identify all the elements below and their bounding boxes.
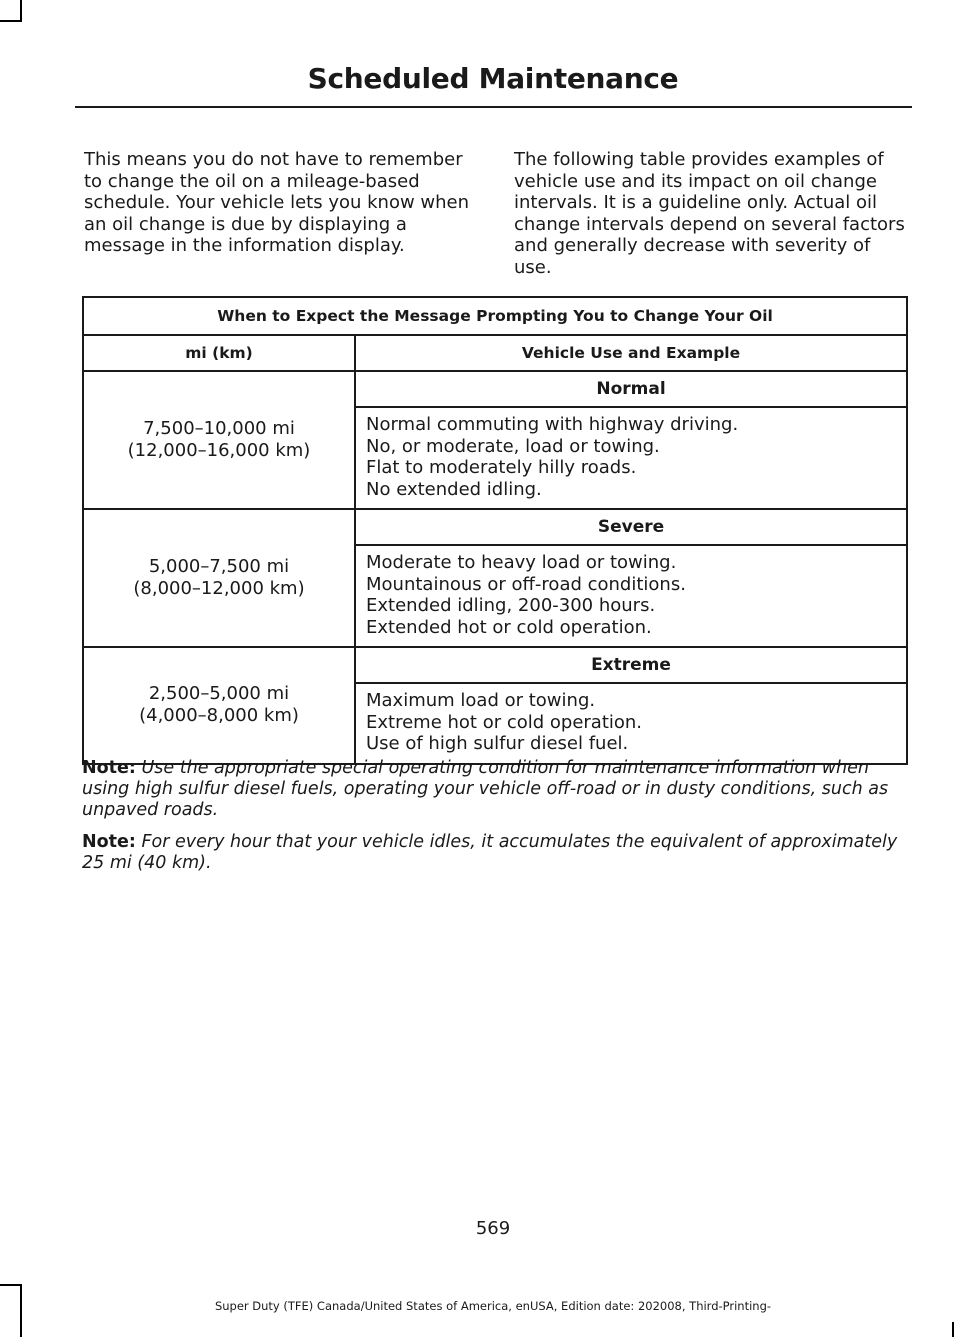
example-item: Maximum load or towing.: [366, 690, 596, 711]
note-label: Note:: [82, 758, 136, 778]
interval-normal: [83, 371, 355, 509]
note-label: Note:: [82, 832, 136, 852]
example-item: Extended idling, 200-300 hours.: [366, 595, 656, 616]
category-extreme: Extreme: [355, 647, 907, 683]
notes-section: [82, 758, 910, 885]
note-text: For every hour that your vehicle idles, it accumulates the equivalent of approximately 25 mi (40 km).: [82, 832, 898, 873]
crop-mark: [0, 1284, 22, 1286]
header-divider: [75, 106, 912, 108]
examples-severe: [355, 545, 907, 647]
example-item: Use of high sulfur diesel fuel.: [366, 733, 629, 754]
examples-normal: [355, 407, 907, 509]
example-item: Mountainous or off-road conditions.: [366, 573, 686, 595]
example-item: Extreme hot or cold operation.: [366, 711, 643, 733]
column-header-range: mi (km): [83, 335, 355, 371]
note-paragraph: [82, 758, 910, 821]
page-title: Scheduled Maintenance: [307, 62, 679, 95]
example-item: No extended idling.: [366, 478, 542, 500]
category-normal: Normal: [355, 371, 907, 407]
crop-mark: [952, 1322, 954, 1337]
interval-severe: [83, 509, 355, 647]
example-item: No, or moderate, load or towing.: [366, 435, 660, 457]
page-number: 569: [475, 1218, 511, 1239]
example-item: Moderate to heavy load or towing.: [366, 552, 677, 573]
example-item: Extended hot or cold operation.: [366, 616, 652, 638]
edition-footer: Super Duty (TFE) Canada/United States of America, enUSA, Edition date: 202008, Third-Printing-: [214, 1299, 772, 1313]
examples-extreme: [355, 683, 907, 764]
interval-extreme: [83, 647, 355, 764]
note-paragraph: [82, 832, 910, 874]
example-item: Normal commuting with highway driving.: [366, 414, 739, 435]
range-miles: 2,500–5,000 mi: [148, 683, 290, 705]
note-text: Use the appropriate special operating condition for maintenance information when using high sulfur diesel fuels, operating your vehicle off-road or in dusty conditions, such as unpaved roads.: [82, 758, 889, 820]
column-header-use: Vehicle Use and Example: [355, 335, 907, 371]
range-miles: 7,500–10,000 mi: [143, 418, 295, 439]
intro-right-paragraph: The following table provides examples of vehicle use and its impact on oil change intervals. It is a guideline only. Actual oil change intervals depend on several factors and generally decrease with severity of use.: [514, 149, 905, 278]
crop-mark: [0, 20, 22, 22]
range-miles: 5,000–7,500 mi: [148, 556, 290, 577]
category-severe: Severe: [355, 509, 907, 545]
example-item: Flat to moderately hilly roads.: [366, 457, 637, 478]
range-km: (12,000–16,000 km): [127, 440, 311, 461]
table-caption: When to Expect the Message Prompting You to Change Your Oil: [83, 297, 907, 335]
range-km: (8,000–12,000 km): [133, 578, 305, 599]
crop-mark: [20, 0, 22, 22]
oil-change-table: [82, 296, 908, 765]
range-km: (4,000–8,000 km): [139, 705, 299, 727]
intro-left-paragraph: This means you do not have to remember to change the oil on a mileage-based schedule. Your vehicle lets you know when an oil change is due by displaying a message in the information display.: [84, 149, 470, 256]
